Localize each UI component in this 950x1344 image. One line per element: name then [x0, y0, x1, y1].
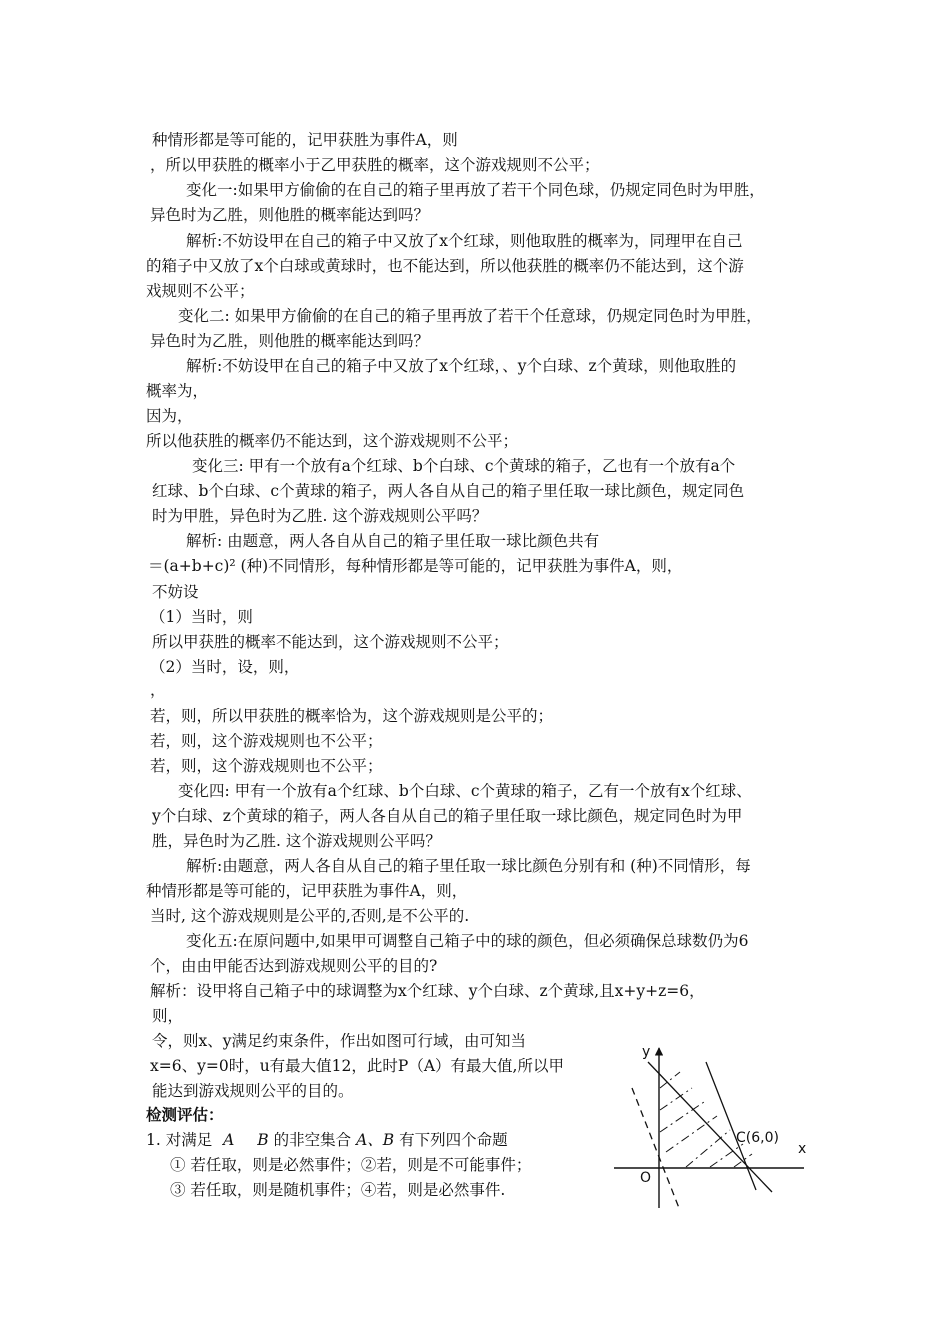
text-line: 当时, 这个游戏规则是公平的,否则,是不公平的. [150, 907, 470, 925]
text-line: 的箱子中又放了x个白球或黄球时，也不能达到，所以他获胜的概率仍不能达到，这个游 [146, 257, 744, 275]
point-c-label: C(6,0) [736, 1130, 779, 1146]
text-line: （1）当时，则 [150, 608, 253, 626]
text-line: 变化二: 如果甲方偷偷的在自己的箱子里再放了若干个任意球，仍规定同色时为甲胜， [178, 307, 762, 325]
section-title: 检测评估： [146, 1106, 224, 1124]
text-line: x=6、y=0时，u有最大值12，此时P（A）有最大值,所以甲 [150, 1057, 564, 1075]
sets-ab: A、B [356, 1131, 395, 1149]
question-1-tail: 有下列四个命题 [399, 1131, 508, 1149]
text-line: 若，则，这个游戏规则也不公平； [150, 757, 383, 775]
text-line: 红球、b个白球、c个黄球的箱子，两人各自从自己的箱子里任取一球比颜色，规定同色 [152, 482, 745, 500]
text-line: 异色时为乙胜，则他胜的概率能达到吗？ [150, 206, 430, 224]
text-line: 解析:不妨设甲在自己的箱子中又放了x个红球，、y个白球、z个黄球，则他取胜的 [186, 357, 737, 375]
question-1-prefix: 1. 对满足 [146, 1131, 213, 1149]
text-line: 戏规则不公平； [146, 282, 255, 300]
text-line: 令，则x、y满足约束条件，作出如图可行域，由可知当 [152, 1032, 526, 1050]
set-a: A [223, 1131, 235, 1149]
text-line: 所以他获胜的概率仍不能达到，这个游戏规则不公平； [146, 432, 519, 450]
set-b: B [257, 1131, 269, 1149]
text-line: 解析: 由题意，两人各自从自己的箱子里任取一球比颜色共有 [186, 532, 600, 550]
text-line: 个，由由甲能否达到游戏规则公平的目的? [150, 957, 438, 975]
text-line: 因为， [146, 407, 193, 425]
text-line: ， [150, 681, 166, 699]
shaded-region [660, 1072, 752, 1167]
text-line: 若，则，所以甲获胜的概率恰为，这个游戏规则是公平的； [150, 707, 554, 725]
text-line: 变化三: 甲有一个放有a个红球、b个白球、c个黄球的箱子，乙也有一个放有a个 [192, 457, 736, 475]
text-line: 胜，异色时为乙胜. 这个游戏规则公平吗？ [152, 832, 441, 850]
origin-label: O [640, 1170, 652, 1186]
feasible-region-figure [612, 1040, 812, 1210]
text-line: 能达到游戏规则公平的目的。 [152, 1082, 354, 1100]
y-axis-label: y [642, 1044, 651, 1060]
text-line: 时为甲胜，异色时为乙胜. 这个游戏规则公平吗？ [152, 507, 488, 525]
text-line: 变化四: 甲有一个放有a个红球、b个白球、c个黄球的箱子，乙有一个放有x个红球、 [178, 782, 752, 800]
question-1-options-b: ③ 若任取，则是随机事件；④若，则是必然事件. [170, 1181, 506, 1199]
text-line: y个白球、z个黄球的箱子，两人各自从自己的箱子里任取一球比颜色，规定同色时为甲 [152, 807, 743, 825]
x-axis-label: x [798, 1141, 807, 1157]
text-line: 所以甲获胜的概率不能达到，这个游戏规则不公平； [152, 633, 509, 651]
text-line: 概率为， [146, 382, 209, 400]
text-line: ＝(a+b+c)² (种)不同情形，每种情形都是等可能的，记甲获胜为事件A，则， [148, 557, 683, 575]
question-1-options-a: ① 若任取，则是必然事件；②若，则是不可能事件； [170, 1156, 532, 1174]
text-line: 种情形都是等可能的，记甲获胜为事件A，则， [146, 882, 468, 900]
text-line: 解析:不妨设甲在自己的箱子中又放了x个红球，则他取胜的概率为，同理甲在自己 [186, 232, 743, 250]
text-line: 不妨设 [152, 583, 199, 601]
text-line: 解析:由题意，两人各自从自己的箱子里任取一球比颜色分别有和 (种)不同情形，每 [186, 857, 751, 875]
text-line: ，所以甲获胜的概率小于乙甲获胜的概率，这个游戏规则不公平； [150, 156, 600, 174]
text-line: 变化五:在原问题中,如果甲可调整自己箱子中的球的颜色，但必须确保总球数仍为6 [186, 932, 749, 950]
question-1-mid: 的非空集合 [273, 1131, 352, 1149]
text-line: 种情形都是等可能的，记甲获胜为事件A，则 [152, 131, 458, 149]
text-line: 解析：设甲将自己箱子中的球调整为x个红球、y个白球、z个黄球,且x+y+z=6， [150, 982, 705, 1000]
text-line: 异色时为乙胜，则他胜的概率能达到吗？ [150, 332, 430, 350]
text-line: 则， [152, 1007, 184, 1025]
text-line: （2）当时，设，则， [150, 658, 300, 676]
question-1 [146, 1130, 508, 1150]
text-line: 变化一:如果甲方偷偷的在自己的箱子里再放了若干个同色球，仍规定同色时为甲胜， [186, 181, 765, 199]
text-line: 若，则，这个游戏规则也不公平； [150, 732, 383, 750]
boundary-line [706, 1062, 756, 1190]
